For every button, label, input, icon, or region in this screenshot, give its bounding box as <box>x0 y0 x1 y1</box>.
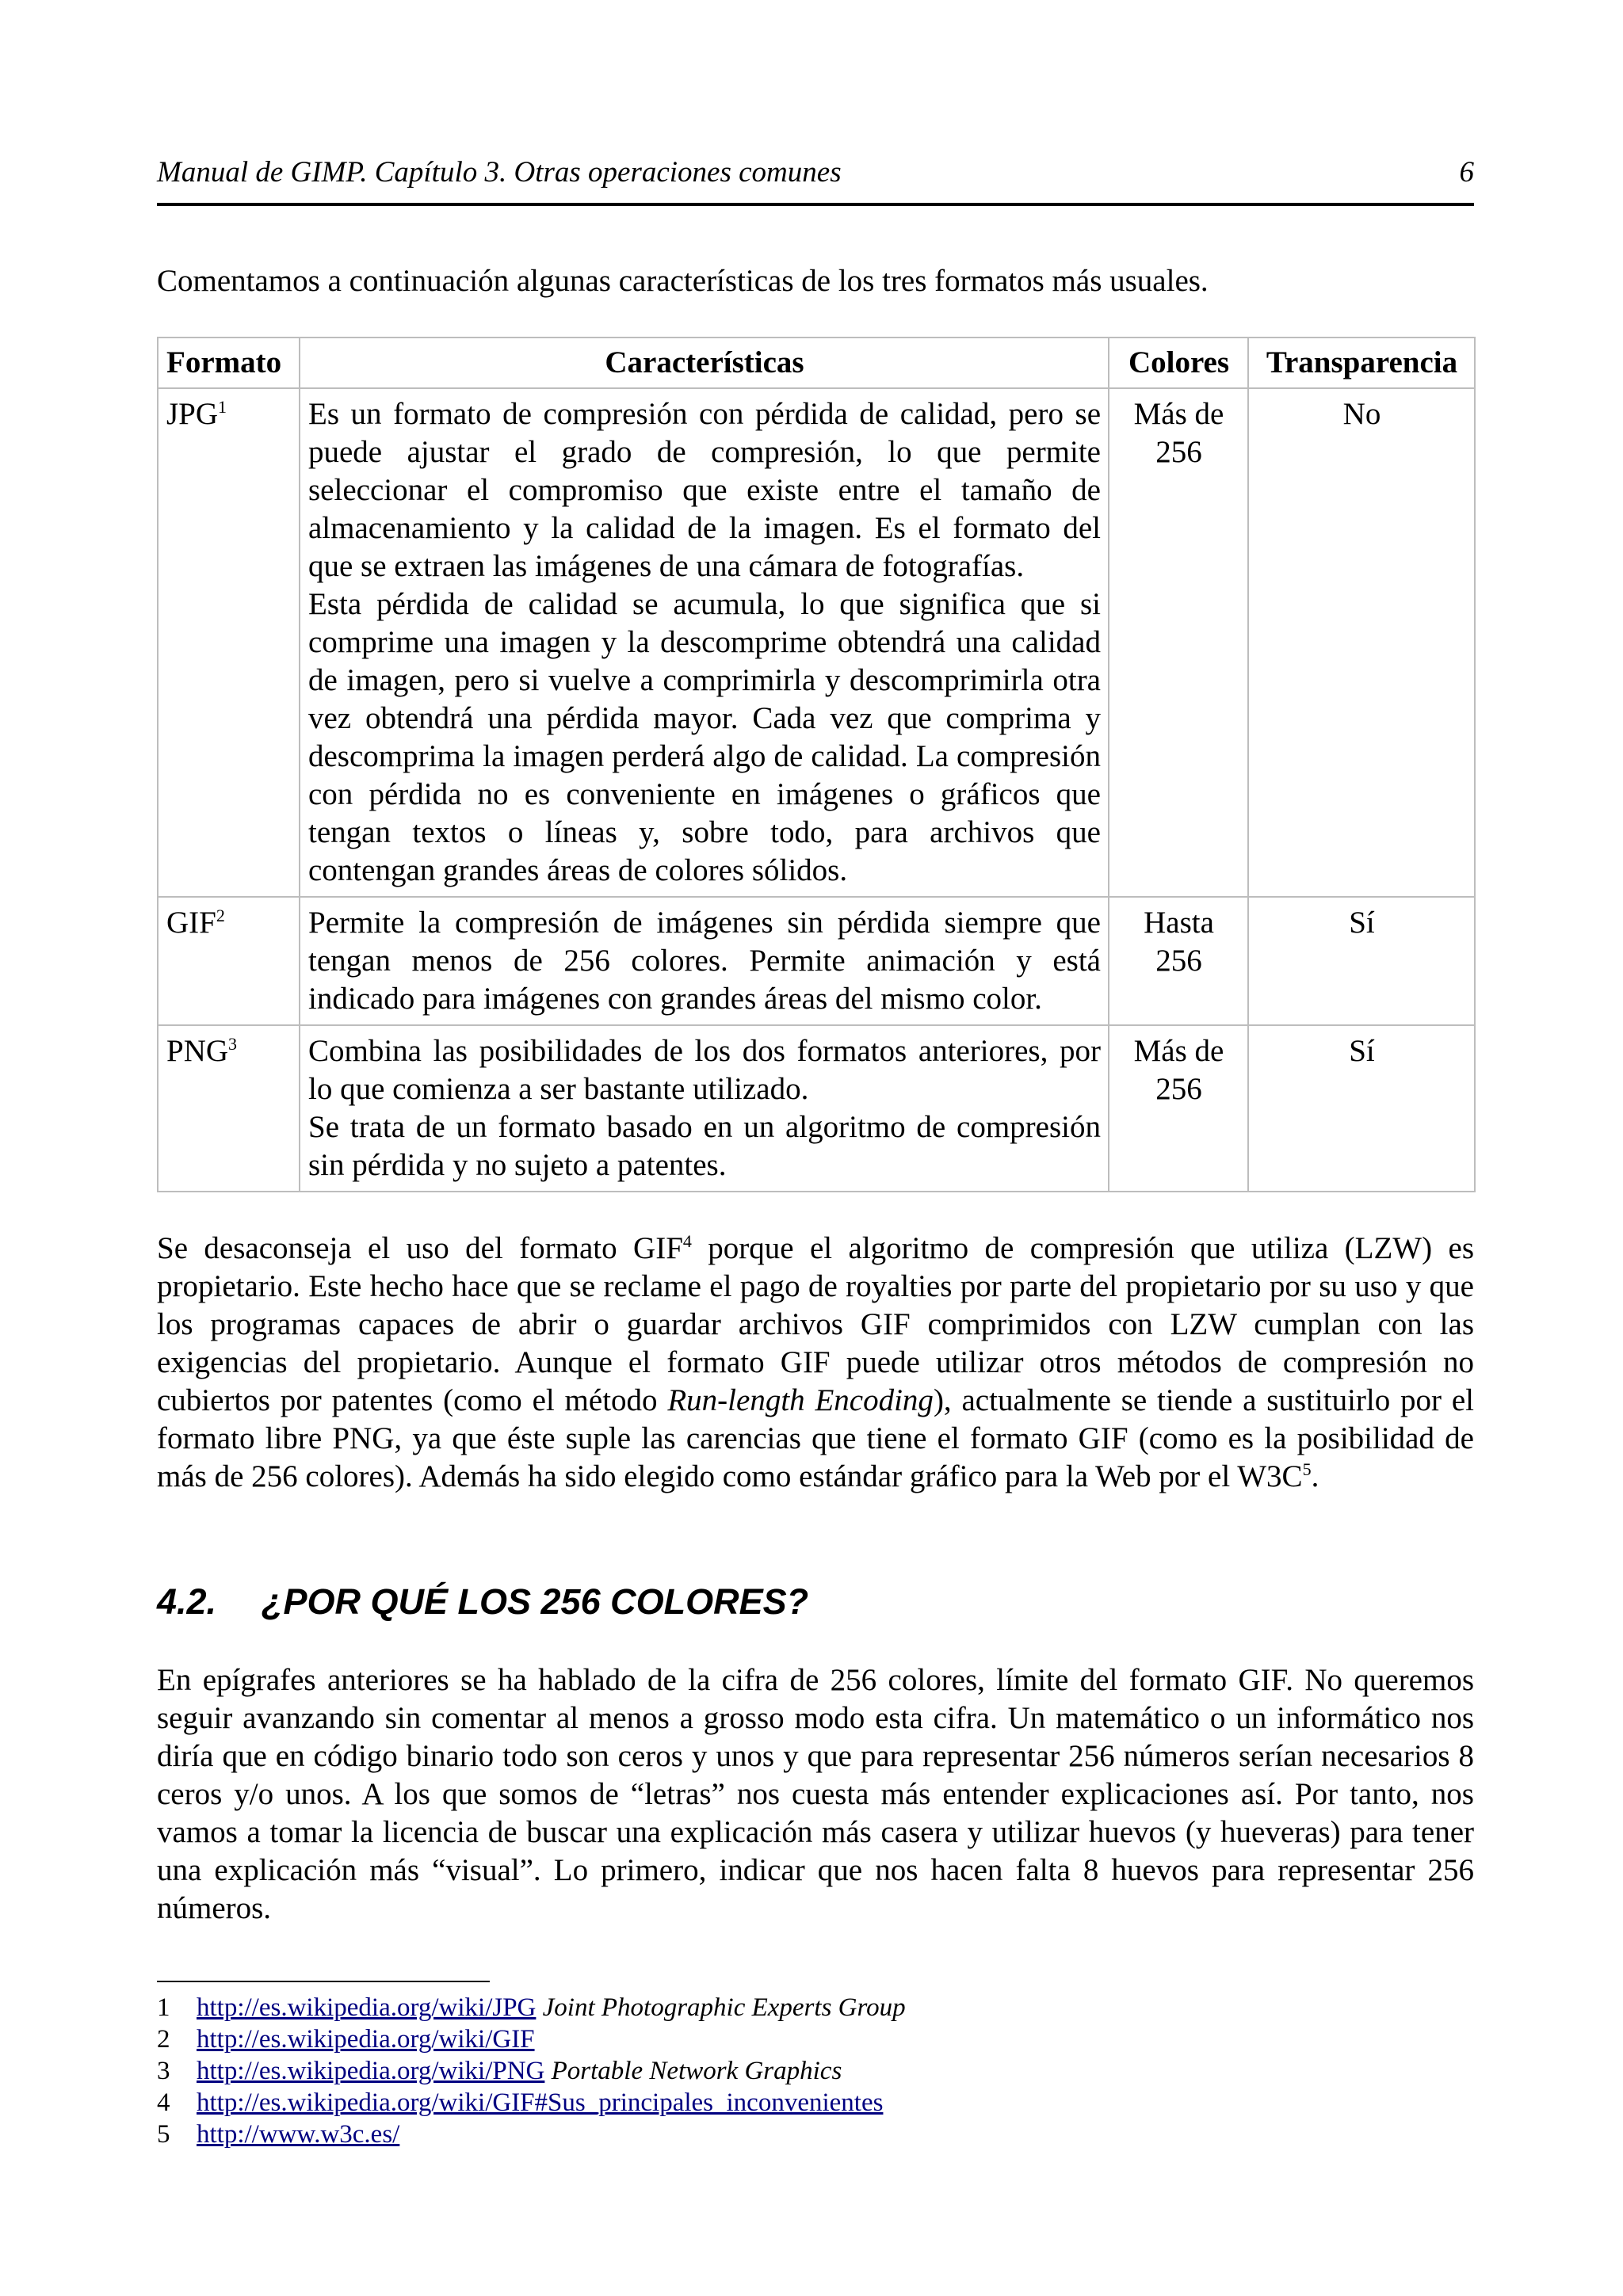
transparency-cell: Sí <box>1248 897 1475 1025</box>
footnote-number: 2 <box>157 2025 170 2054</box>
footnote-link[interactable]: http://es.wikipedia.org/wiki/GIF <box>197 2025 535 2054</box>
features-text: Esta pérdida de calidad se acumula, lo que significa que si comprime una imagen y la descomprime obtendrá una calidad de imagen, pero si vuelve a comprimirla y descomprimirla otra vez obtendrá una pérdida mayor. Cada vez que comprima y descomprima la imagen perderá algo de calidad. La compresión con pérdida no es conveniente en imágenes o gráficos que tengan textos o líneas y, sobre todo, para archivos que contengan grandes áreas de colores sólidos. <box>308 587 1101 887</box>
footnote-link[interactable]: http://www.w3c.es/ <box>197 2120 400 2149</box>
colors-line: Hasta <box>1144 906 1214 940</box>
features-text: Se trata de un formato basado en un algoritmo de compresión sin pérdida y no sujeto a patentes. <box>308 1110 1101 1182</box>
column-header-format: Formato <box>158 338 300 388</box>
formats-table <box>157 337 1476 1192</box>
gif-patent-paragraph <box>157 1230 1474 1496</box>
table-row-gif <box>158 897 1475 1025</box>
intro-paragraph: Comentamos a continuación algunas características de los tres formatos más usuales. <box>157 264 1209 298</box>
section-title: ¿POR QUÉ LOS 256 COLORES? <box>262 1581 809 1622</box>
footnote <box>157 2119 906 2150</box>
column-header-transparency: Transparencia <box>1248 338 1475 388</box>
running-header <box>157 155 1474 206</box>
section-heading <box>157 1581 808 1623</box>
paragraph-text: porque el algoritmo de compresión que utiliza (LZW) es propietario. Este hecho hace que se reclame el pago de royalties por parte del propietario por su uso y que los programas capaces de abrir o guardar archivos GIF comprimidos con LZW cumplan con las exigencias del propietario. Aunque el formato GIF puede utilizar otros métodos de compresión no cubiertos por patentes (como el método <box>157 1231 1474 1417</box>
footnote-link[interactable]: http://es.wikipedia.org/wiki/PNG <box>197 2057 545 2085</box>
footnote-ref[interactable]: 5 <box>1302 1459 1312 1479</box>
page-number: 6 <box>1459 156 1474 189</box>
footnote <box>157 1992 906 2023</box>
colors-cell <box>1109 897 1248 1025</box>
colors-value: 256 <box>1155 435 1202 469</box>
features-text: Es un formato de compresión con pérdida de calidad, pero se puede ajustar el grado de compresión, lo que permite seleccionar el compromiso que existe entre el tamaño de almacenamiento y la calidad de la imagen. Es el formato del que se extraen las imágenes de una cámara de fotografías. <box>308 397 1101 583</box>
footnote-ref[interactable]: 2 <box>216 906 225 925</box>
footnote-number: 4 <box>157 2088 170 2117</box>
footnote-number: 3 <box>157 2057 170 2085</box>
format-cell <box>158 897 300 1025</box>
footnote <box>157 2087 906 2119</box>
colors-explanation-paragraph: En epígrafes anteriores se ha hablado de la cifra de 256 colores, límite del formato GIF. No queremos seguir avanzando sin comentar al menos a grosso modo esta cifra. Un matemático o un informático nos diría que en código binario todo son ceros y unos y que para representar 256 números serían necesarios 8 ceros y/o unos. A los que somos de “letras” nos cuesta más entender explicaciones así. Por tanto, nos vamos a tomar la licencia de buscar una explicación más casera y utilizar huevos (y hueveras) para tener una explicación más “visual”. Lo primero, indicar que nos hacen falta 8 huevos para representar 256 números. <box>157 1663 1474 1925</box>
format-cell <box>158 388 300 897</box>
footnote-ref[interactable]: 3 <box>228 1034 238 1054</box>
footnote-description: Portable Network Graphics <box>551 2057 842 2085</box>
format-name: JPG <box>166 397 219 431</box>
colors-cell <box>1109 388 1248 897</box>
footnote-ref[interactable]: 1 <box>218 397 227 417</box>
colors-value: 256 <box>1155 1072 1202 1106</box>
footnote-number: 1 <box>157 1993 170 2022</box>
footnote-link[interactable]: http://es.wikipedia.org/wiki/JPG <box>197 1993 537 2022</box>
transparency-cell: Sí <box>1248 1025 1475 1192</box>
colors-value: 256 <box>1155 944 1202 978</box>
footnote-ref[interactable]: 4 <box>682 1231 692 1251</box>
footnotes <box>157 1992 906 2150</box>
footnote-description: Joint Photographic Experts Group <box>542 1993 906 2022</box>
footnote-separator <box>157 1981 490 1982</box>
table-row-jpg <box>158 388 1475 897</box>
colors-line: Más de <box>1133 397 1224 431</box>
transparency-cell: No <box>1248 388 1475 897</box>
features-cell <box>300 897 1109 1025</box>
column-header-colors: Colores <box>1109 338 1248 388</box>
header-title: Manual de GIMP. Capítulo 3. Otras operaciones comunes <box>157 156 842 189</box>
features-text: Combina las posibilidades de los dos formatos anteriores, por lo que comienza a ser bastante utilizado. <box>308 1034 1101 1106</box>
paragraph-text: Se desaconseja el uso del formato GIF <box>157 1231 683 1265</box>
format-cell <box>158 1025 300 1192</box>
format-name: GIF <box>166 906 216 940</box>
colors-cell <box>1109 1025 1248 1192</box>
features-text: Permite la compresión de imágenes sin pérdida siempre que tengan menos de 256 colores. Permite animación y está indicado para imágenes con grandes áreas del mismo color. <box>308 906 1101 1016</box>
section-number: 4.2. <box>157 1581 217 1622</box>
table-row-png <box>158 1025 1475 1192</box>
footnote-link[interactable]: http://es.wikipedia.org/wiki/GIF#Sus_principales_inconvenientes <box>197 2088 884 2117</box>
paragraph-text: . <box>1311 1459 1319 1493</box>
footnote-number: 5 <box>157 2120 170 2149</box>
footnote <box>157 2055 906 2087</box>
colors-line: Más de <box>1133 1034 1224 1068</box>
table-header-row <box>158 338 1475 388</box>
column-header-features: Características <box>300 338 1109 388</box>
paragraph-italic: Run-length Encoding <box>667 1383 934 1417</box>
features-cell <box>300 388 1109 897</box>
paragraph-text: ), actualmente se tiende a sustituirlo por el formato libre PNG, ya que éste suple las carencias que tiene el formato GIF (como es la posibilidad de más de 256 colores). Además ha sido elegido como estándar gráfico para la Web por el W3C <box>157 1383 1474 1493</box>
format-name: PNG <box>166 1034 229 1068</box>
features-cell <box>300 1025 1109 1192</box>
footnote <box>157 2023 906 2055</box>
